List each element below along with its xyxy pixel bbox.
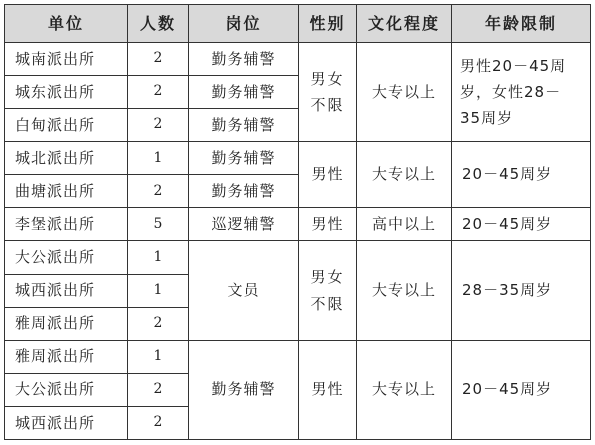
gender-cell [299,241,357,340]
table-row [5,43,591,76]
unit-cell: 雅周派出所 [5,340,128,373]
age-line: 岁，女性28－ [460,83,562,102]
unit-cell: 大公派出所 [5,241,128,274]
post-cell: 文员 [189,241,299,340]
post-cell: 勤务辅警 [189,175,299,208]
count-cell: 1 [128,274,189,307]
header-count: 人数 [128,5,189,43]
gender-cell: 男性 [299,340,357,439]
education-cell: 大专以上 [357,142,452,208]
unit-cell: 大公派出所 [5,373,128,406]
unit-cell: 城西派出所 [5,406,128,439]
age-limit-cell: 20－45周岁 [452,142,591,208]
unit-cell: 城东派出所 [5,76,128,109]
post-cell: 勤务辅警 [189,109,299,142]
count-cell: 2 [128,406,189,439]
age-line: 男性20－45周 [460,56,567,75]
header-post: 岗位 [189,5,299,43]
unit-cell: 城北派出所 [5,142,128,175]
education-cell: 高中以上 [357,208,452,241]
gender-line: 不限 [310,96,345,115]
header-gender: 性别 [299,5,357,43]
gender-cell: 男性 [299,142,357,208]
recruitment-table [4,4,591,440]
count-cell: 1 [128,142,189,175]
count-cell: 1 [128,241,189,274]
unit-cell: 李堡派出所 [5,208,128,241]
unit-cell: 城西派出所 [5,274,128,307]
post-cell: 勤务辅警 [189,340,299,439]
gender-cell [299,43,357,142]
count-cell: 2 [128,175,189,208]
post-cell: 勤务辅警 [189,142,299,175]
unit-cell: 白甸派出所 [5,109,128,142]
unit-cell: 城南派出所 [5,43,128,76]
header-unit: 单位 [5,5,128,43]
post-cell: 巡逻辅警 [189,208,299,241]
gender-line: 男女 [310,268,345,287]
count-cell: 2 [128,373,189,406]
count-cell: 2 [128,307,189,340]
table-header-row [5,5,591,43]
count-cell: 2 [128,76,189,109]
age-limit-cell: 20－45周岁 [452,208,591,241]
unit-cell: 雅周派出所 [5,307,128,340]
header-education: 文化程度 [357,5,452,43]
table-row [5,241,591,274]
gender-cell: 男性 [299,208,357,241]
table-row [5,208,591,241]
post-cell: 勤务辅警 [189,43,299,76]
education-cell: 大专以上 [357,43,452,142]
gender-line: 男女 [310,69,345,88]
table-row [5,340,591,373]
count-cell: 1 [128,340,189,373]
age-line: 35周岁 [460,109,514,128]
post-cell: 勤务辅警 [189,76,299,109]
count-cell: 2 [128,43,189,76]
age-limit-cell: 20－45周岁 [452,340,591,439]
header-age-limit: 年龄限制 [452,5,591,43]
gender-line: 不限 [310,294,345,313]
age-limit-cell [452,43,591,142]
education-cell: 大专以上 [357,340,452,439]
education-cell: 大专以上 [357,241,452,340]
table-row [5,142,591,175]
count-cell: 5 [128,208,189,241]
unit-cell: 曲塘派出所 [5,175,128,208]
count-cell: 2 [128,109,189,142]
age-limit-cell: 28－35周岁 [452,241,591,340]
